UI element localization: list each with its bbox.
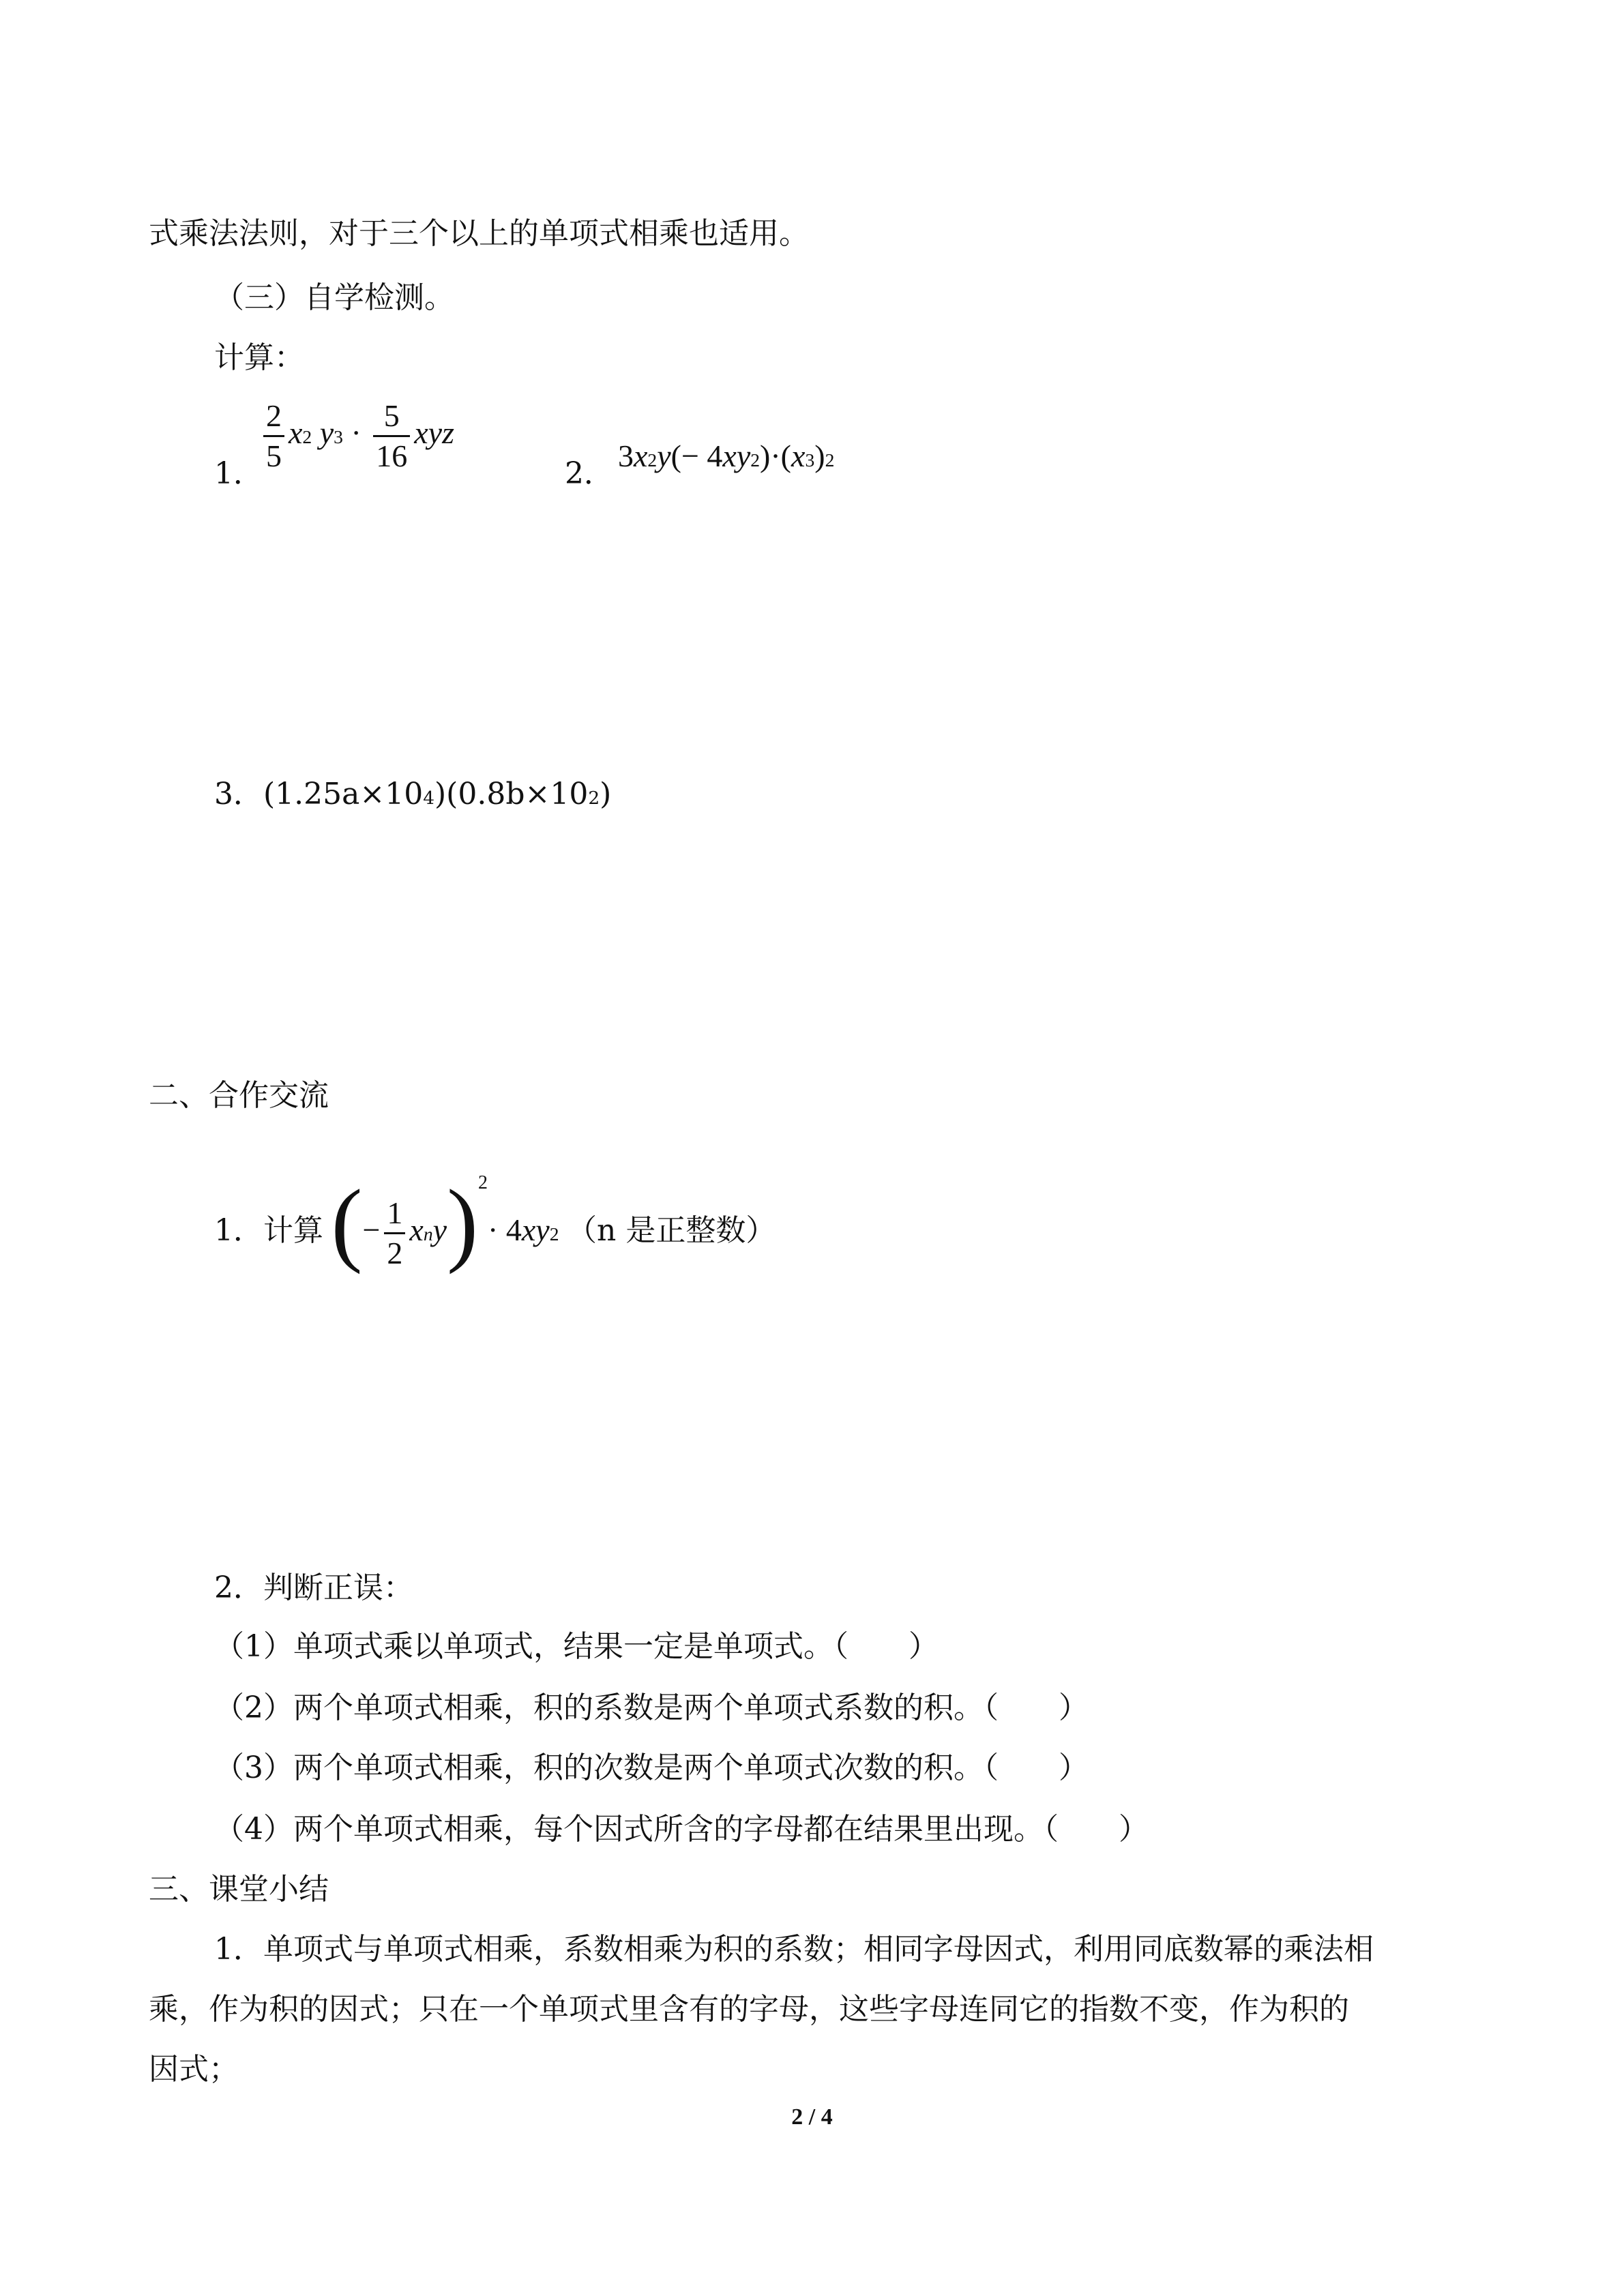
summary-line-2: 乘，作为积的因式；只在一个单项式里含有的字母，这些字母连同它的指数不变，作为积的 [149,1992,1349,2027]
judge-item-4: （4）两个单项式相乘，每个因式所含的字母都在结果里出现。（ ） [214,1812,1149,1847]
judge-item-2: （2）两个单项式相乘，积的系数是两个单项式系数的积。（ ） [214,1690,1089,1725]
judge-item-1: （1）单项式乘以单项式，结果一定是单项式。（ ） [214,1629,939,1664]
problem-1-number: 1． [214,456,263,491]
problem-2-number: 2． [565,456,614,491]
section-heading-summary: 三、课堂小结 [149,1872,329,1907]
section-heading-cooperation: 二、合作交流 [149,1078,329,1113]
cooperation-problem-1: 1．计算 (− $\frac{1}{2}$ $x^ny)^2\cdot 4xy^2$ （n 是正整数） [214,1170,776,1274]
problem-2-expression: $3x^2y(- 4xy^2)\cdot(x^3)^2$ [618,438,835,473]
judge-heading: 2．判断正误： [214,1570,413,1605]
problem-3: 3．$(1.25a\times 10^4)(0.8b\times 10^2)$ [214,777,612,811]
summary-line-1: 1．单项式与单项式相乘，系数相乘为积的系数；相同字母因式，利用同底数幂的乘法相 [214,1932,1374,1967]
section-heading-self-test: （三）自学检测。 [214,280,454,315]
problem-1-expression: $\frac{2}{5}$ $x^2$ $y^3$ · $\frac{5}{16}$ xyz [259,397,454,475]
summary-line-3: 因式； [149,2052,239,2087]
paragraph-continuation: 式乘法法则，对于三个以上的单项式相乘也适用。 [149,216,809,251]
fraction-2-5: $\frac{2}{5}$ [263,397,284,475]
fraction-1-2: $\frac{1}{2}$ [384,1194,405,1272]
fraction-5-16: $\frac{5}{16}$ [373,397,410,475]
calc-instruction: 计算： [214,340,304,375]
page-number: 2 / 4 [791,2104,833,2130]
judge-item-3: （3）两个单项式相乘，积的次数是两个单项式次数的积。（ ） [214,1750,1089,1785]
